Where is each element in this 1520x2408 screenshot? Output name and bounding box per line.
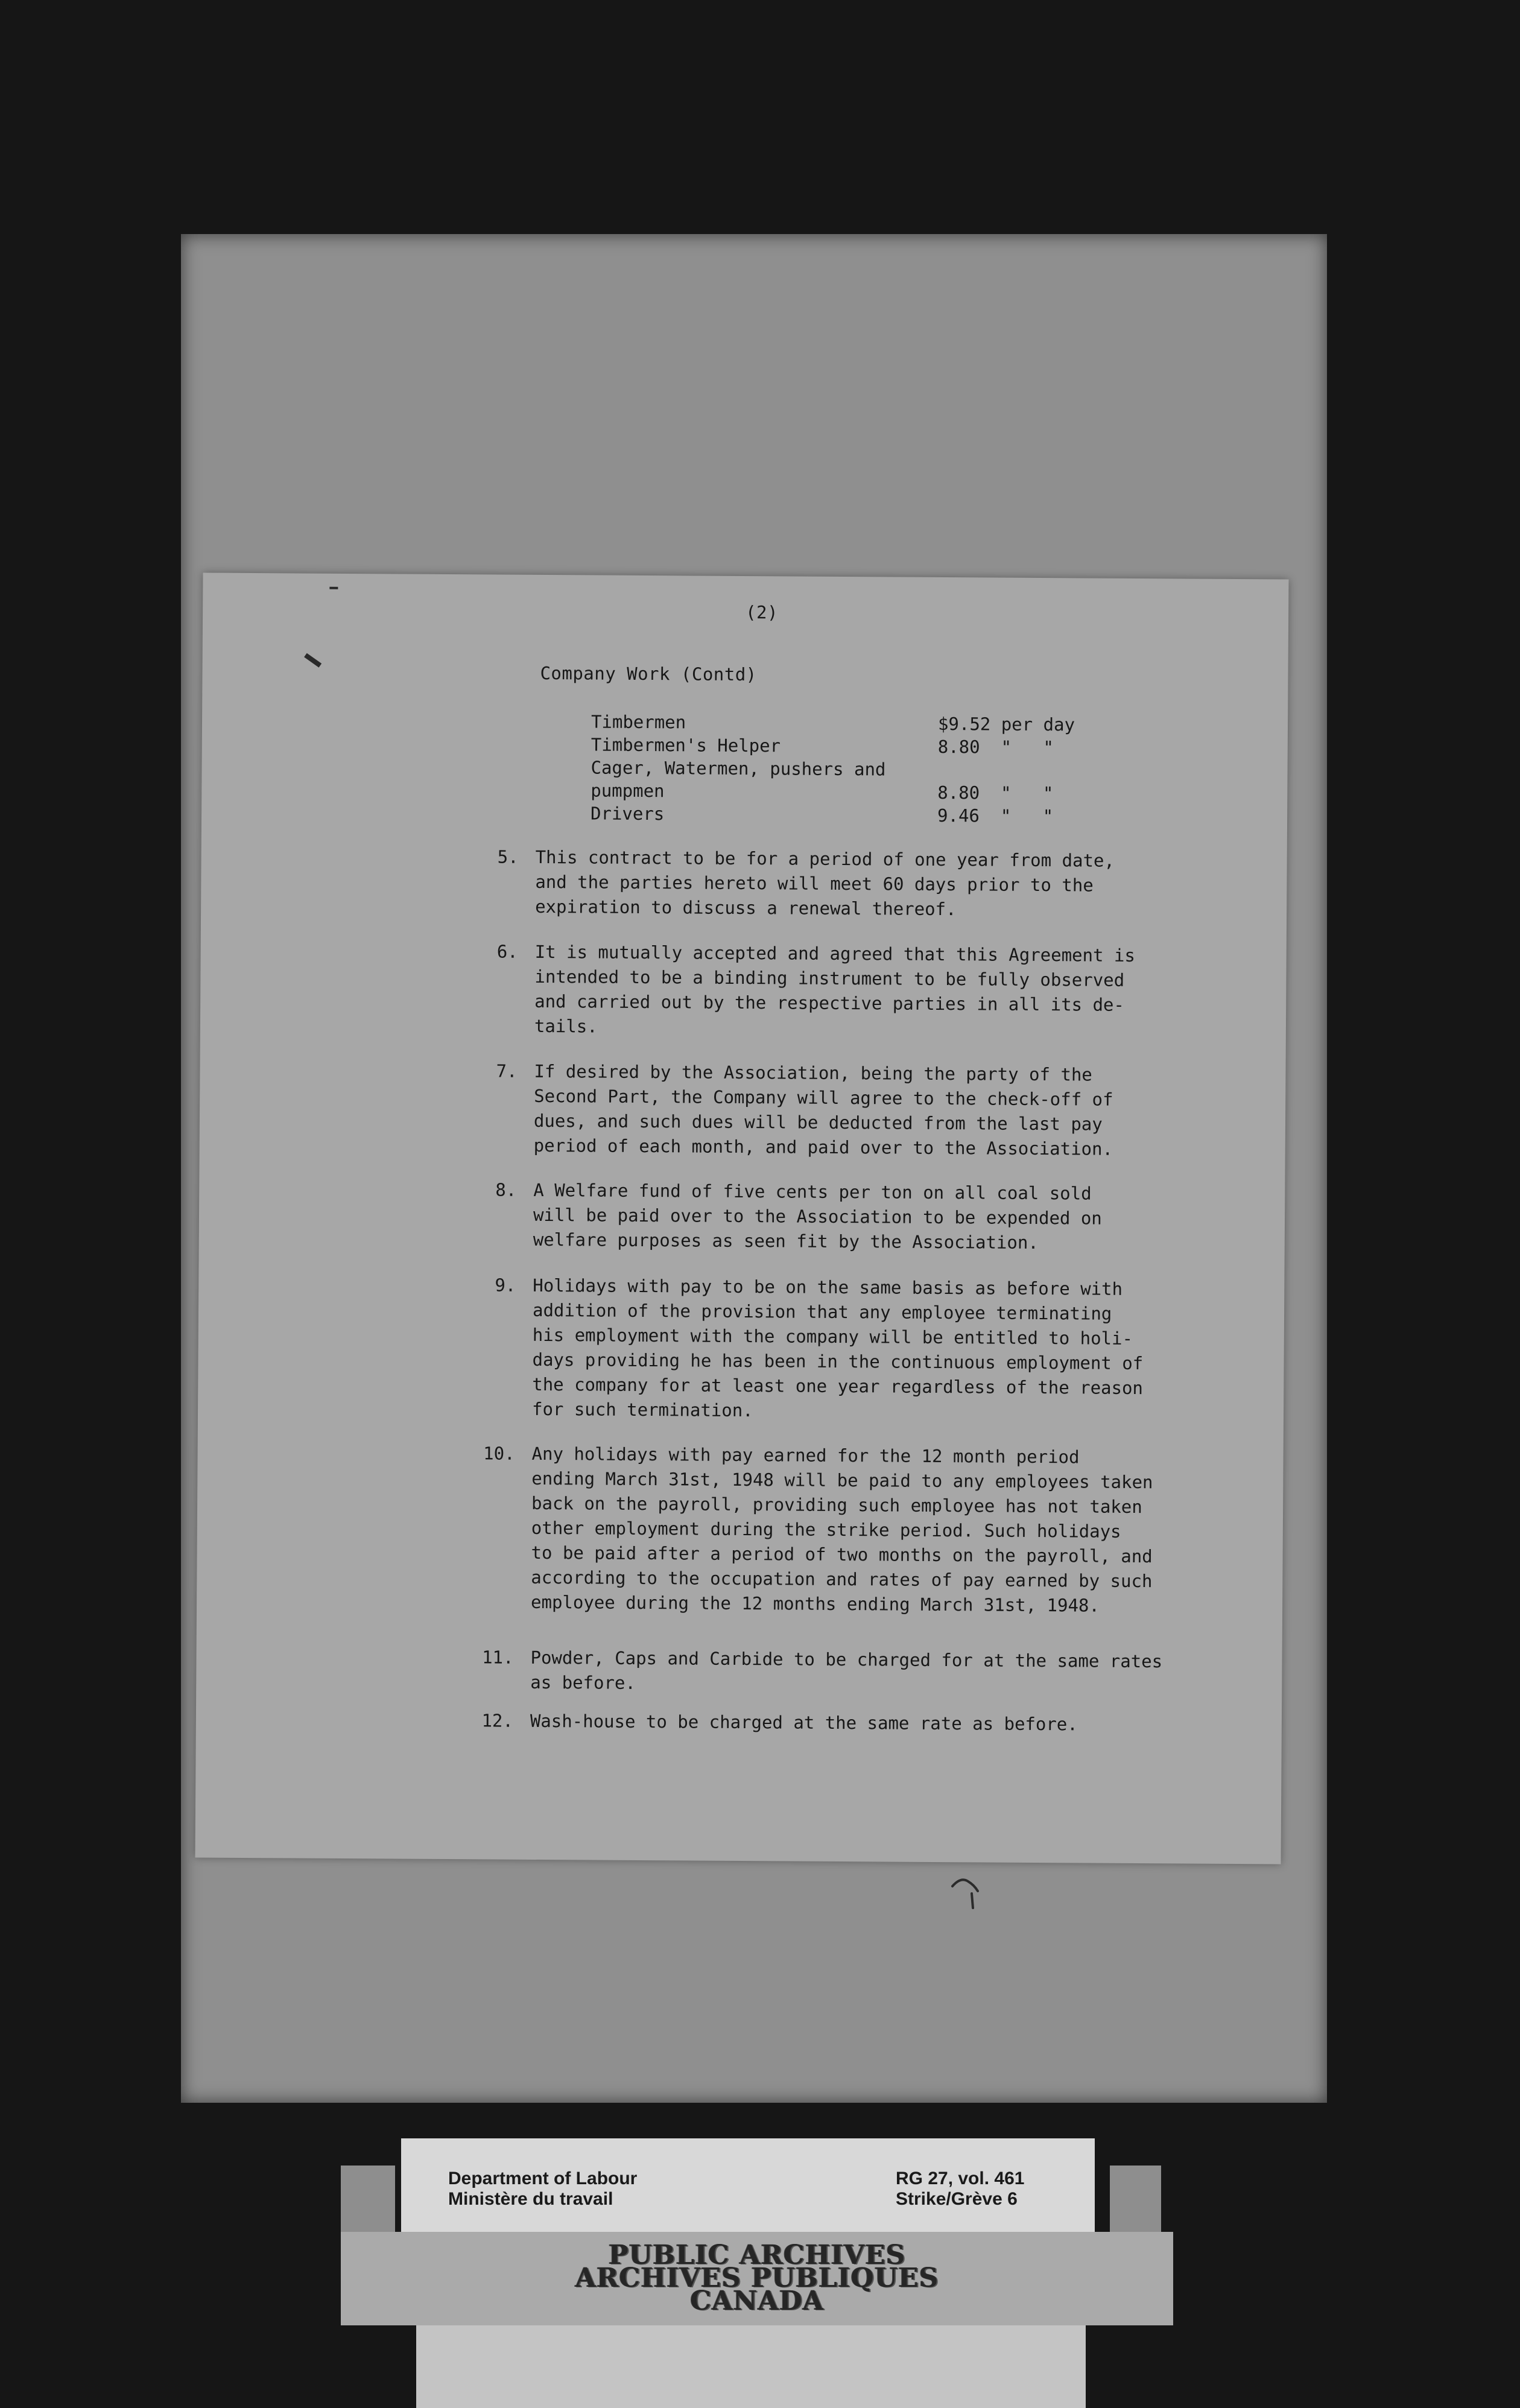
typed-page (195, 573, 1289, 1865)
pencil-mark-icon (950, 1873, 986, 1915)
wage-rate: 8.80 " " (937, 782, 1054, 804)
wage-job: Cager, Watermen, pushers and (591, 757, 886, 780)
page-number: (2) (746, 602, 779, 623)
department-en: Department of Labour (448, 2169, 638, 2188)
stamp-tab-right (1110, 2166, 1161, 2232)
clause-text: This contract to be for a period of one year from date, and the parties hereto will meet 60 days prior to the expiration to discuss a renewal thereof. (535, 846, 1115, 920)
wage-rate: $9.52 per day (937, 713, 1075, 735)
clause-number: 10. (483, 1443, 515, 1464)
clause-number: 11. (482, 1647, 514, 1668)
clause-text: Wash-house to be charged at the same rate as before. (530, 1710, 1078, 1735)
archive-bottom-tab (416, 2325, 1086, 2408)
stamp-line-2: ARCHIVES PUBLIQUES (575, 2263, 939, 2293)
clause-text: It is mutually accepted and agreed that this Agreement is intended to be a binding instrument to be fully observed and carried out by the respective parties in all its de- tails. (534, 941, 1135, 1037)
clause-text: Powder, Caps and Carbide to be charged for at the same rates as before. (530, 1647, 1163, 1693)
clause-number: 12. (481, 1710, 514, 1731)
stamp-tab-left (341, 2166, 395, 2232)
archive-reference: RG 27, vol. 461 (896, 2169, 1025, 2188)
clause-number: 6. (496, 941, 518, 962)
archive-file: Strike/Grève 6 (896, 2189, 1018, 2209)
stamp-line-1: PUBLIC ARCHIVES (608, 2240, 906, 2270)
clause-text: If desired by the Association, being the party of the Second Part, the Company will agree to the check-off of dues, and such dues will be deducted from the last pay period of each month, and paid over to the Association. (533, 1060, 1113, 1159)
wage-job: Timbermen (591, 711, 686, 733)
archive-stamp (341, 2232, 1173, 2325)
ink-mark (304, 653, 321, 668)
wage-job: Drivers (590, 803, 665, 825)
wage-job: Timbermen's Helper (591, 734, 781, 756)
wage-rate: 8.80 " " (937, 736, 1054, 758)
department-fr: Ministère du travail (448, 2189, 613, 2209)
section-heading: Company Work (Contd) (540, 662, 757, 685)
clause-text: Any holidays with pay earned for the 12 month period ending March 31st, 1948 will be paid to any employees taken back on the payroll, providing such employee has not taken other employment during the strike period. Such holidays to be paid after a period of two months on the payroll, and according to the occupation and rates of pay earned by such employee during the 12 months ending March 31st, 1948. (531, 1443, 1153, 1616)
stamp-line-3: CANADA (690, 2286, 824, 2316)
clause-text: A Welfare fund of five cents per ton on all coal sold will be paid over to the Association to be expended on welfare purposes as seen fit by the Association. (533, 1179, 1102, 1253)
clause-number: 8. (495, 1179, 517, 1200)
ink-mark (329, 587, 338, 589)
clause-number: 5. (497, 846, 519, 867)
clause-number: 7. (496, 1060, 518, 1082)
archive-label-card (401, 2138, 1095, 2235)
wage-job: pumpmen (591, 780, 665, 802)
clause-number: 9. (495, 1275, 516, 1296)
wage-rate: 9.46 " " (937, 805, 1054, 827)
clause-text: Holidays with pay to be on the same basis as before with addition of the provision that any employee terminating his employment with the company will be entitled to holi- days providing he has been in the continuous employment of the company for at least one year regardless of the reason for such termination. (531, 1275, 1144, 1421)
